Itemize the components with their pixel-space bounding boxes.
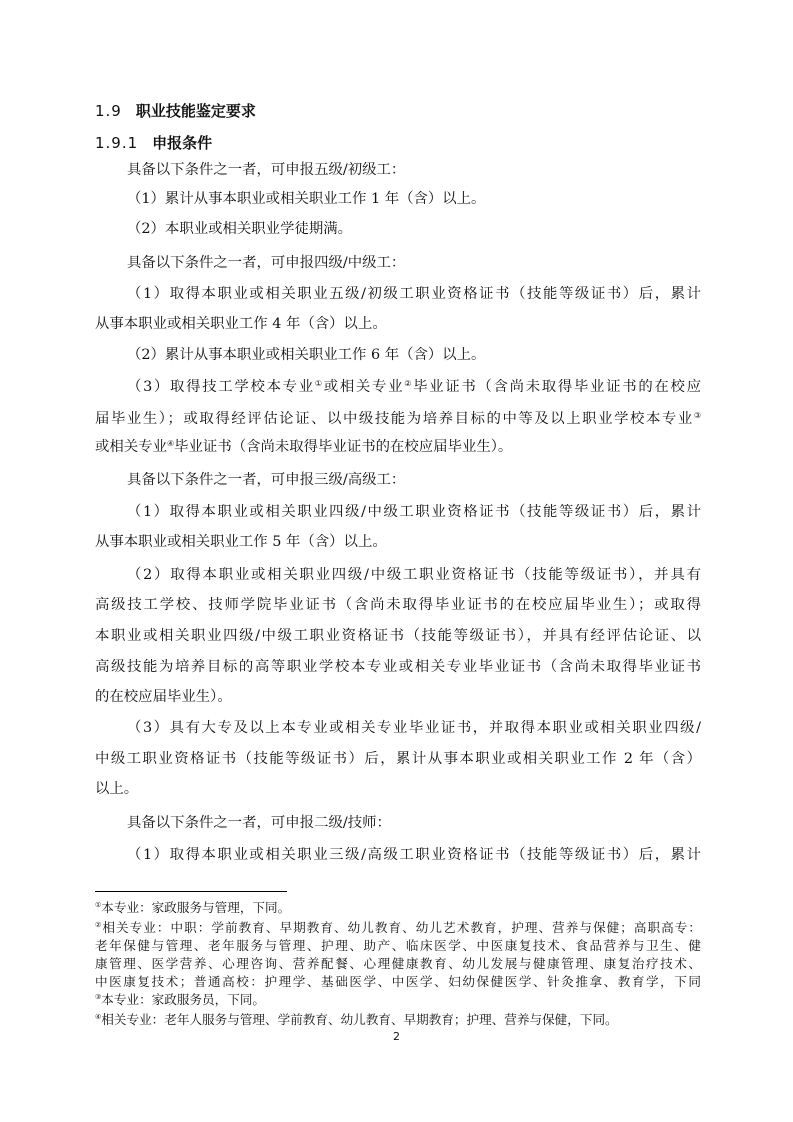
paragraph-line	[127, 377, 701, 397]
paragraph-line: 从事本职业或相关职业工作 5 年（含）以上。	[95, 534, 387, 550]
text-run: （3）取得技工学校本专业	[127, 379, 315, 395]
paragraph-line: （2）累计从事本职业或相关职业工作 6 年（含）以上。	[127, 347, 486, 363]
paragraph-line: 高级技工学校、技师学院毕业证书（含尚未取得毕业证书的在校应届毕业生）；或取得	[95, 597, 701, 613]
subsection-title: 申报条件	[152, 134, 213, 152]
paragraph-line: 以上。	[95, 781, 139, 797]
section-title: 职业技能鉴定要求	[135, 102, 256, 120]
footnote-line: 中医康复技术；普通高校：护理学、基础医学、中医学、妇幼保健医学、针灸推拿、教育学，下同	[95, 974, 701, 989]
paragraph-line: （2）取得本职业或相关职业四级/中级工职业资格证书（技能等级证书），并具有	[127, 567, 701, 583]
text-run: 或相关专业	[95, 439, 167, 455]
footnote-mark: ④	[166, 439, 175, 448]
footnote-line: 老年保健与管理、老年服务与管理、护理、助产、临床医学、中医康复技术、食品营养与卫生、健	[95, 938, 701, 953]
paragraph-line: 具备以下条件之一者，可申报五级/初级工：	[127, 162, 406, 178]
paragraph-line: 本职业或相关职业四级/中级工职业资格证书（技能等级证书），并具有经评估论证、以	[95, 628, 701, 644]
footnote-mark: ②	[95, 921, 103, 929]
paragraph-line: 具备以下条件之一者，可申报四级/中级工：	[127, 255, 406, 271]
footnote-text: 本专业：家政服务与管理，下同。	[101, 900, 291, 915]
footnote-text: 本专业：家政服务员，下同。	[101, 992, 265, 1007]
footnote	[95, 899, 701, 916]
paragraph-line: 从事本职业或相关职业工作 4 年（含）以上。	[95, 316, 387, 332]
footnote-separator	[95, 891, 287, 892]
paragraph-line: （1）取得本职业或相关职业四级/中级工职业资格证书（技能等级证书）后，累计	[127, 504, 701, 520]
footnote-line: 康管理、医学营养、心理咨询、营养配餐、心理健康教育、幼儿发展与健康管理、康复治疗技术、	[95, 956, 701, 971]
paragraph-line	[95, 409, 701, 429]
footnote-mark: ④	[95, 1013, 102, 1021]
paragraph-line: 具备以下条件之一者，可申报二级/技师：	[127, 815, 391, 831]
page-number: 2	[393, 1030, 400, 1043]
subsection-number: 1.9.1	[95, 134, 139, 152]
footnote-text: 相关专业：老年人服务与管理、学前教育、幼儿教育、早期教育；护理、营养与保健，下同。	[101, 1012, 618, 1027]
paragraph-line: （1）取得本职业或相关职业三级/高级工职业资格证书（技能等级证书）后，累计	[127, 847, 701, 863]
footnote	[95, 919, 701, 936]
text-run: 或相关专业	[323, 379, 405, 395]
footnote-text: 相关专业：中职：学前教育、早期教育、幼儿教育、幼儿艺术教育，护理、营养与保健；高职高专：	[102, 920, 701, 935]
paragraph-line: 高级技能为培养目标的高等职业学校本专业或相关专业毕业证书（含尚未取得毕业证书	[95, 659, 701, 675]
paragraph-line: 的在校应届毕业生）。	[95, 689, 232, 705]
paragraph-line: （1）累计从事本职业或相关职业工作 1 年（含）以上。	[127, 191, 486, 207]
text-run: 毕业证书（含尚未取得毕业证书的在校应届毕业生）。	[174, 439, 513, 455]
paragraph-line: （3）具有大专及以上本专业或相关专业毕业证书，并取得本职业或相关职业四级/	[127, 720, 701, 736]
footnote	[95, 991, 701, 1008]
footnote-mark: ③	[95, 993, 102, 1001]
section-heading	[95, 101, 256, 121]
subsection-heading	[95, 133, 212, 153]
paragraph-line: 具备以下条件之一者，可申报三级/高级工：	[127, 472, 406, 488]
paragraph-line: （1）取得本职业或相关职业五级/初级工职业资格证书（技能等级证书）后，累计	[127, 286, 701, 302]
text-run: 毕业证书（含尚未取得毕业证书的在校应	[413, 379, 701, 395]
section-number: 1.9	[95, 102, 122, 120]
footnote-mark: ②	[404, 379, 414, 388]
footnote-mark: ③	[693, 411, 701, 420]
footnote	[95, 1011, 701, 1028]
footnote-mark: ①	[314, 379, 324, 388]
paragraph-line: 中级工职业资格证书（技能等级证书）后，累计从事本职业或相关职业工作 2 年（含）	[95, 751, 701, 767]
paragraph-line	[95, 437, 701, 457]
footnote-mark: ①	[95, 901, 102, 909]
paragraph-line: （2）本职业或相关职业学徒期满。	[127, 221, 353, 237]
text-run: 届毕业生）；或取得经评估论证、以中级技能为培养目标的中等及以上职业学校本专业	[95, 411, 694, 427]
